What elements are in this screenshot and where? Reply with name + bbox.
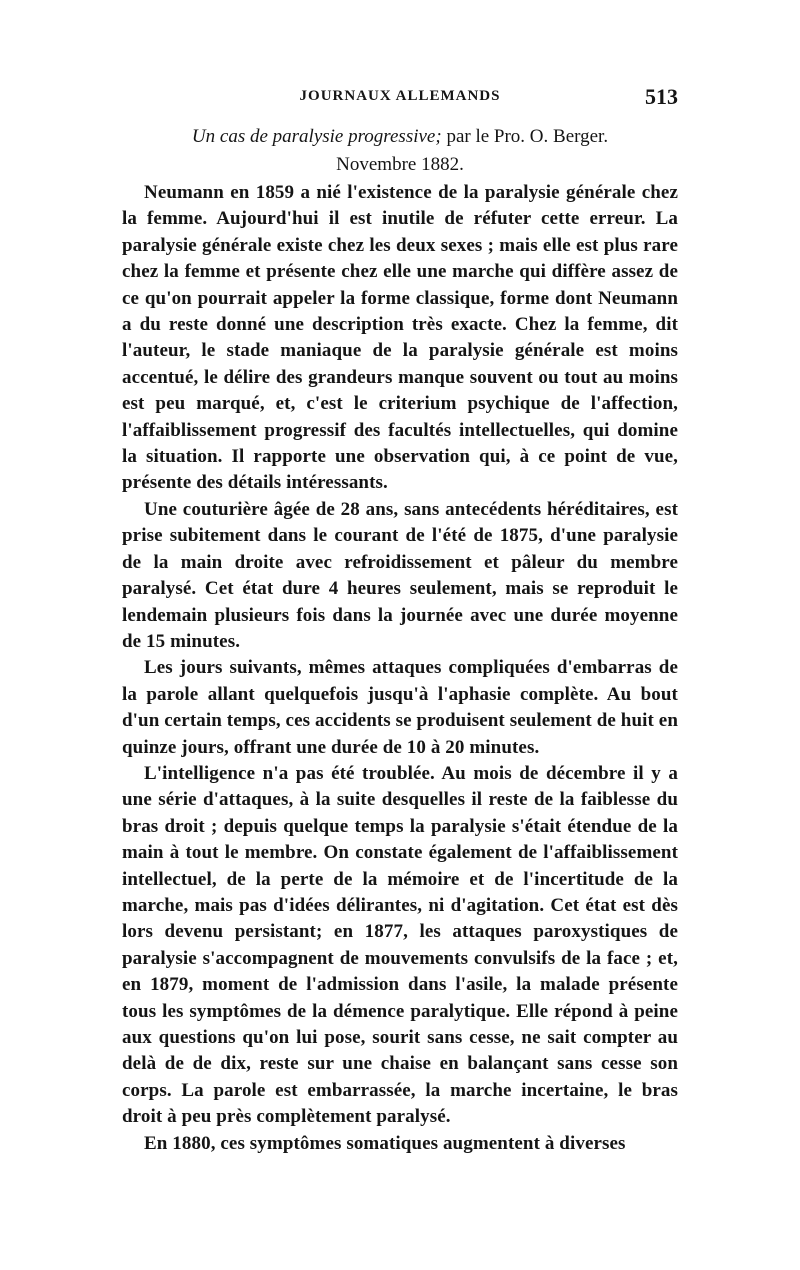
page-number: 513 bbox=[645, 84, 678, 109]
paragraph-1: Neumann en 1859 a nié l'existence de la paralysie générale chez la femme. Aujourd'hui il est inutile de réfuter cette erreur. La paralysie générale existe chez les deux sexes ; mais elle est plus rare chez la femme et présente chez elle une marche qui diffère assez de ce qu'on pourrait appeler la forme classique, forme dont Neumann a du reste donné une description très exacte. Chez la femme, dit l'auteur, le stade maniaque de la paralysie générale est moins accentué, le délire des grandeurs manque souvent ou tout au moins est peu marqué, et, c'est le criterium psychique de l'affection, l'affaiblissement progressif des facultés intellectuelles, qui domine la situation. Il rapporte une observation qui, à ce point de vue, présente des détails intéressants. bbox=[122, 182, 678, 494]
article-date: Novembre 1882. bbox=[336, 154, 464, 175]
paragraph-4: L'intelligence n'a pas été troublée. Au mois de décembre il y a une série d'attaques, à la suite desquelles il reste de la faiblesse du bras droit ; depuis quelque temps la paralysie s'était étendue de la main à tout le membre. On constate également de l'affaiblissement intellectuel, de la perte de la mémoire et de l'incertitude de la marche, mais pas d'idées délirantes, ni d'agitation. Cet état est dès lors devenu persistant; en 1877, les attaques paroxystiques de paralysie s'accompagnent de mouvements convulsifs de la face ; et, en 1879, moment de l'admission dans l'asile, la malade présente tous les symptômes de la démence paralytique. Elle répond à peine aux questions qu'on lui pose, sourit sans cesse, ne sait compter au delà de de dix, reste sur une chaise en balançant sans cesse son corps. La parole est embarrassée, la marche incertaine, le bras droit à peu près complètement paralysé. bbox=[122, 762, 678, 1128]
article-author: par le Pro. O. Berger. bbox=[441, 126, 609, 147]
paragraph-3: Les jours suivants, mêmes attaques compliquées d'embarras de la parole allant quelquefois jusqu'à l'aphasie complète. Au bout d'un certain temps, ces accidents se produisent seulement de huit en quinze jours, offrant une durée de 10 à 20 minutes. bbox=[122, 657, 678, 758]
article-title bbox=[122, 124, 678, 150]
document-page bbox=[122, 84, 678, 1157]
running-title: JOURNAUX ALLEMANDS bbox=[299, 88, 501, 104]
paragraph-2: Une couturière âgée de 28 ans, sans antecédents héréditaires, est prise subitement dans le courant de l'été de 1875, d'une paralysie de la main droite avec refroidissement et pâleur du membre paralysé. Cet état dure 4 heures seulement, mais se reproduit le lendemain plusieurs fois dans la journée avec une durée moyenne de 15 minutes. bbox=[122, 498, 678, 652]
article-title-italic: Un cas de paralysie progressive; bbox=[191, 126, 442, 147]
running-header bbox=[122, 84, 678, 124]
paragraph-5: En 1880, ces symptômes somatiques augmentent à diverses bbox=[144, 1132, 626, 1154]
